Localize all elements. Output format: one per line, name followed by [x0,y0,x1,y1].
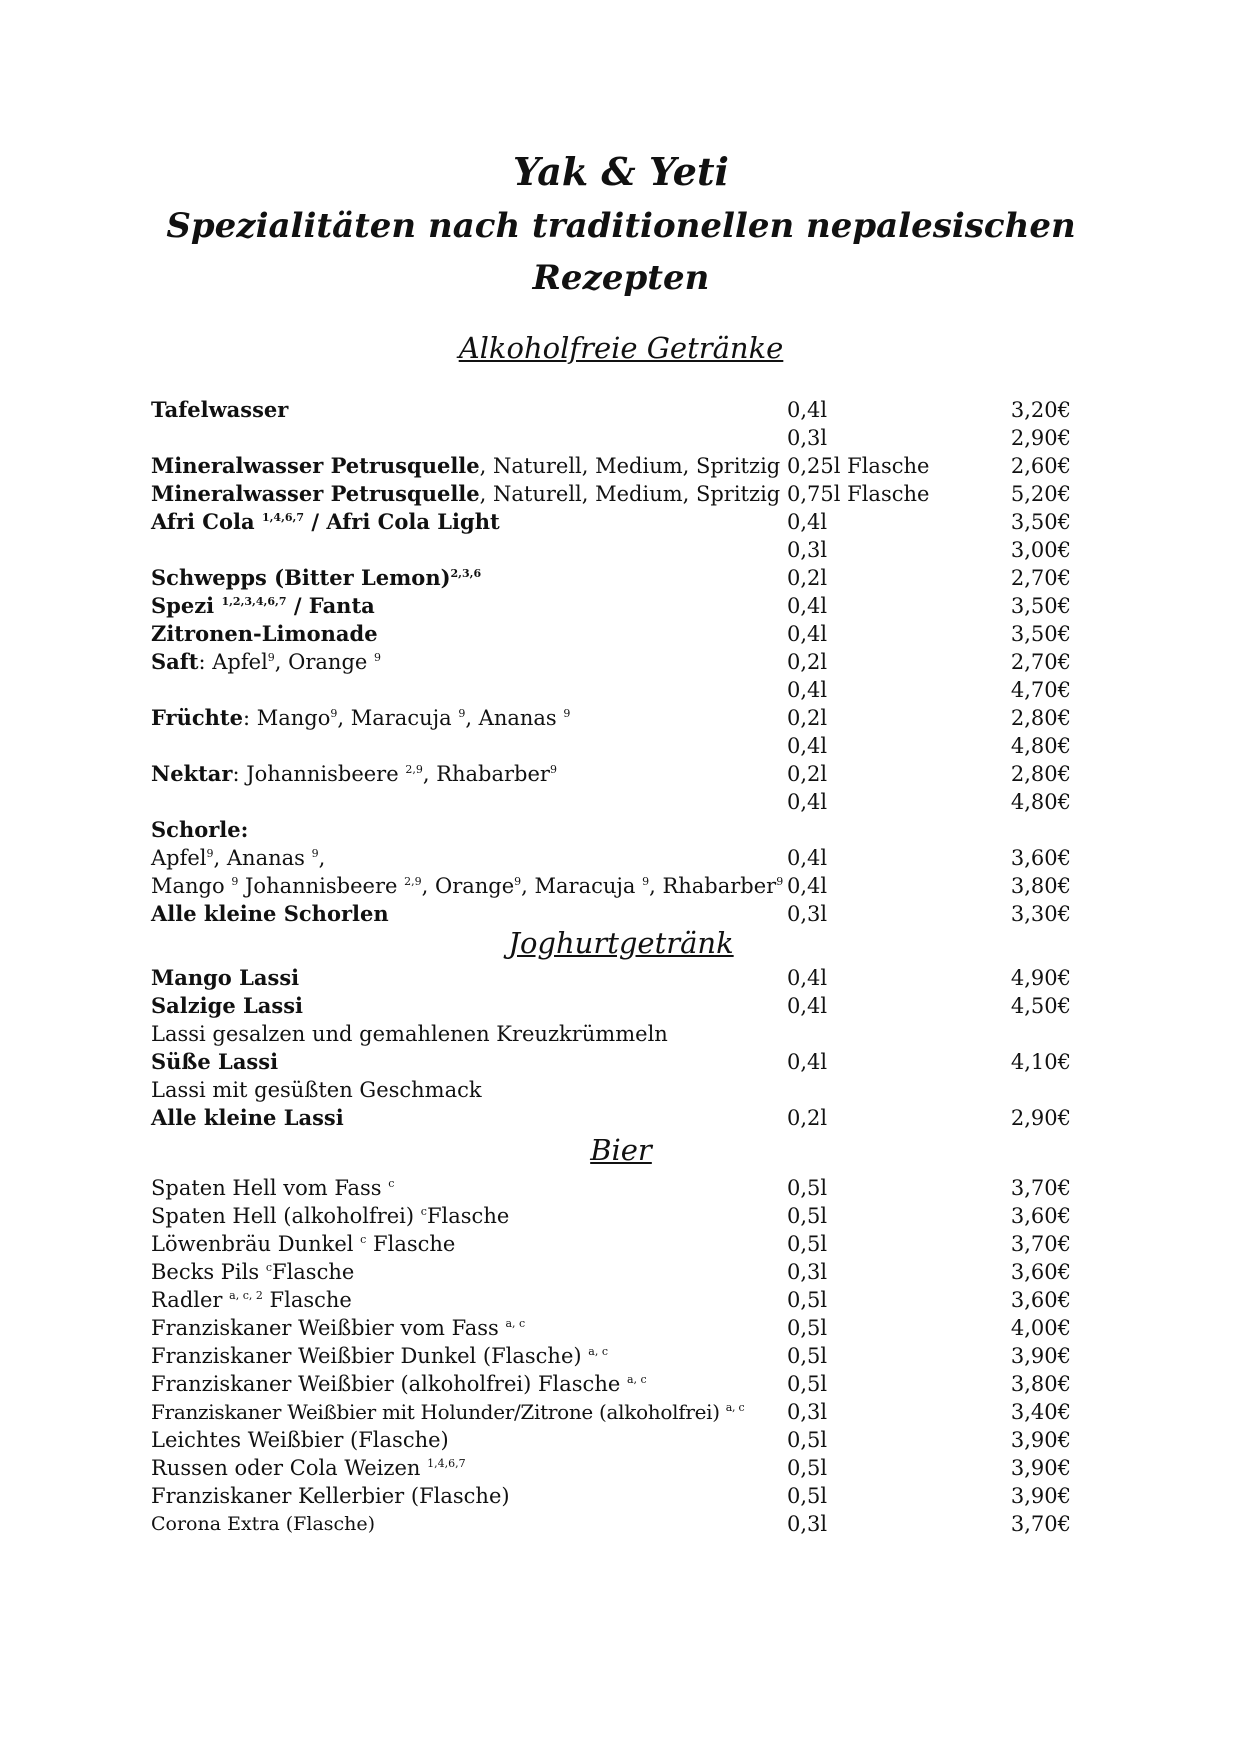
item-price: 3,90€ [1010,1456,1071,1480]
allergen-note: 2,9 [404,875,422,888]
item-name: Corona Extra (Flasche) [151,1513,376,1535]
item-price: 2,80€ [1010,762,1071,786]
menu-row [151,424,1071,452]
item-name [151,1258,354,1286]
item-name-part: Radler [151,1288,223,1312]
item-name: Alle kleine Schorlen [151,901,389,926]
item-size: 0,4l [787,846,828,870]
item-name [151,1230,455,1258]
item-price: 2,70€ [1010,566,1071,590]
allergen-note: 9 [267,651,275,664]
item-size: 0,2l [787,1106,828,1130]
item-size: 0,4l [787,594,828,618]
allergen-note: 9 [330,707,338,720]
menu-row [151,620,1071,648]
item-name-part: Flasche [269,1288,352,1312]
item-name-part: Franziskaner Weißbier Dunkel (Flasche) [151,1344,582,1368]
item-size: 0,5l [787,1176,828,1200]
item-detail: , Ananas [465,706,557,730]
item-size: 0,5l [787,1288,828,1312]
allergen-note: 9 [231,875,239,888]
item-price: 4,50€ [1010,994,1071,1018]
item-price: 4,80€ [1010,734,1071,758]
restaurant-title: Yak & Yeti [513,149,729,194]
item-name-part: / Afri Cola Light [311,509,500,534]
item-description: Lassi gesalzen und gemahlenen Kreuzkrümmeln [151,1022,668,1046]
item-name-part: Flasche [426,1204,510,1228]
item-price: 3,60€ [1010,1204,1071,1228]
item-price: 2,60€ [1010,454,1071,478]
item-name-part: / Fanta [293,593,375,618]
item-price: 4,90€ [1010,966,1071,990]
item-size: 0,5l [787,1372,828,1396]
item-size: 0,5l [787,1316,828,1340]
item-size: 0,5l [787,1428,828,1452]
item-name [151,1342,608,1370]
item-detail: Mango [151,874,225,898]
item-price: 4,80€ [1010,790,1071,814]
item-price: 3,80€ [1010,1372,1071,1396]
allergen-note: c [265,1261,272,1274]
item-description: Lassi mit gesüßten Geschmack [151,1078,482,1102]
menu-row [151,1020,1071,1048]
item-size: 0,75l Flasche [787,482,930,506]
item-detail: , Naturell, Medium, Spritzig [479,454,781,478]
allergen-note: 9 [458,707,466,720]
item-size: 0,3l [787,1400,828,1424]
item-price: 3,60€ [1010,1260,1071,1284]
menu-row [151,872,1071,900]
section-heading-alkoholfrei: Alkoholfreie Getränke [458,331,784,365]
item-name [151,1286,352,1314]
item-name [151,844,325,872]
item-name [151,480,780,508]
menu-row [151,900,1071,928]
menu-row [151,536,1071,564]
menu-row [151,1104,1071,1132]
item-size: 0,4l [787,398,828,422]
item-size: 0,3l [787,426,828,450]
item-detail: , Rhabarber [422,762,550,786]
item-size: 0,3l [787,1260,828,1284]
item-size: 0,4l [787,874,828,898]
item-price: 4,10€ [1010,1050,1071,1074]
item-name: Süße Lassi [151,1049,279,1074]
allergen-note: c [420,1205,427,1218]
menu-row [151,1230,1071,1258]
item-price: 2,90€ [1010,1106,1071,1130]
item-name [151,1202,509,1230]
menu-row [151,1398,1071,1426]
menu-row [151,1426,1071,1454]
item-detail: , Maracuja [337,706,452,730]
item-detail: : Mango [243,706,331,730]
item-name [151,508,500,536]
menu-row [151,396,1071,424]
item-name [151,1454,466,1482]
menu-row [151,648,1071,676]
item-size: 0,4l [787,734,828,758]
item-name: Zitronen-Limonade [151,621,378,646]
item-price: 3,90€ [1010,1344,1071,1368]
item-name-bold: Saft [151,649,199,674]
allergen-note: 9 [563,707,571,720]
item-size: 0,4l [787,966,828,990]
item-detail: , Maracuja [521,874,636,898]
menu-row [151,1370,1071,1398]
item-price: 3,20€ [1010,398,1071,422]
allergen-note: 2,3,6 [450,567,482,580]
item-price: 5,20€ [1010,482,1071,506]
item-size: 0,4l [787,510,828,534]
item-size: 0,5l [787,1456,828,1480]
item-name [151,1174,394,1202]
item-price: 3,50€ [1010,594,1071,618]
item-price: 3,60€ [1010,1288,1071,1312]
allergen-note: 9 [642,875,650,888]
item-price: 2,80€ [1010,706,1071,730]
menu-row [151,1202,1071,1230]
item-detail: , Rhabarber [649,874,777,898]
allergen-note: 1,4,6,7 [427,1457,466,1470]
menu-row [151,1342,1071,1370]
item-size: 0,25l Flasche [787,454,930,478]
item-price: 3,90€ [1010,1428,1071,1452]
item-price: 3,30€ [1010,902,1071,926]
allergen-note: 2,9 [405,763,423,776]
item-name [151,1398,744,1426]
item-name-part: Löwenbräu Dunkel [151,1232,354,1256]
item-name-part: Spezi [151,593,215,618]
item-name-part: Spaten Hell vom Fass [151,1176,382,1200]
item-name [151,760,557,788]
item-name [151,872,783,900]
item-name [151,1314,525,1342]
item-size: 0,3l [787,902,828,926]
allergen-note: a, c [626,1373,647,1386]
item-detail: Johannisbeere [245,874,398,898]
menu-row [151,508,1071,536]
item-name-bold: Nektar [151,761,233,786]
allergen-note: 9 [549,763,557,776]
item-size: 0,4l [787,994,828,1018]
item-name: Mango Lassi [151,965,300,990]
menu-row [151,1510,1071,1538]
item-name [151,564,481,592]
item-detail: , Naturell, Medium, Spritzig [479,482,781,506]
item-name [151,704,570,732]
menu-row [151,1482,1071,1510]
item-detail: Apfel [151,846,207,870]
item-name: Schorle: [151,817,249,842]
item-detail: , Orange [274,650,368,674]
item-detail: : Johannisbeere [232,762,399,786]
menu-row [151,1174,1071,1202]
item-name [151,1370,647,1398]
allergen-note: c [360,1233,367,1246]
menu-row [151,788,1071,816]
item-detail: , Orange [421,874,515,898]
allergen-note: 1,4,6,7 [261,511,305,524]
item-name [151,648,381,676]
allergen-note: a, c [505,1317,526,1330]
item-name: Salzige Lassi [151,993,304,1018]
item-name: Alle kleine Lassi [151,1105,344,1130]
item-name-bold: Mineralwasser Petrusquelle [151,453,480,478]
menu-row [151,732,1071,760]
item-size: 0,2l [787,650,828,674]
item-price: 3,60€ [1010,846,1071,870]
item-name: Tafelwasser [151,397,289,422]
allergen-note: a, c [725,1401,745,1414]
menu-row [151,1258,1071,1286]
item-price: 3,70€ [1010,1176,1071,1200]
item-price: 3,70€ [1010,1512,1071,1536]
allergen-note: 9 [514,875,522,888]
item-name [151,452,780,480]
item-size: 0,2l [787,706,828,730]
item-name-part: Spaten Hell (alkoholfrei) [151,1204,415,1228]
item-name-bold: Früchte [151,705,243,730]
menu-row [151,1454,1071,1482]
item-size: 0,2l [787,566,828,590]
item-detail: , [318,846,326,870]
item-size: 0,4l [787,622,828,646]
menu-row [151,1286,1071,1314]
section-heading-bier: Bier [590,1133,652,1167]
item-price: 3,90€ [1010,1484,1071,1508]
item-price: 2,90€ [1010,426,1071,450]
menu-row [151,1048,1071,1076]
item-size: 0,5l [787,1204,828,1228]
item-name-part: Franziskaner Weißbier mit Holunder/Zitrone (alkoholfrei) [151,1400,720,1424]
item-price: 4,00€ [1010,1316,1071,1340]
allergen-note: a, c [588,1345,608,1358]
menu-row [151,592,1071,620]
item-name-part: Franziskaner Weißbier vom Fass [151,1316,499,1340]
menu-row [151,760,1071,788]
item-name-bold: Mineralwasser Petrusquelle [151,481,480,506]
menu-row [151,816,1071,844]
item-detail: : Apfel [198,650,268,674]
item-size: 0,4l [787,678,828,702]
item-name-part: Russen oder Cola Weizen [151,1456,421,1480]
allergen-note: 9 [311,847,319,860]
item-price: 3,50€ [1010,622,1071,646]
menu-row [151,992,1071,1020]
item-name-part: Flasche [373,1232,456,1256]
allergen-note: 9 [374,651,382,664]
item-size: 0,5l [787,1344,828,1368]
item-name-part: Flasche [272,1260,355,1284]
item-price: 2,70€ [1010,650,1071,674]
item-name-part: Becks Pils [151,1260,260,1284]
menu-row [151,564,1071,592]
item-price: 3,00€ [1010,538,1071,562]
item-name-part: Franziskaner Weißbier (alkoholfrei) Flasche [151,1372,621,1396]
item-size: 0,5l [787,1484,828,1508]
item-size: 0,4l [787,790,828,814]
item-size: 0,3l [787,538,828,562]
menu-row [151,964,1071,992]
menu-row [151,676,1071,704]
menu-row [151,452,1071,480]
allergen-note: c [388,1177,395,1190]
item-size: 0,5l [787,1232,828,1256]
menu-row [151,704,1071,732]
item-size: 0,2l [787,762,828,786]
item-name-part: Afri Cola [151,509,255,534]
item-size: 0,4l [787,1050,828,1074]
item-price: 3,70€ [1010,1232,1071,1256]
section-heading-joghurt: Joghurtgetränk [508,926,734,960]
item-price: 3,40€ [1010,1400,1071,1424]
item-price: 3,50€ [1010,510,1071,534]
allergen-note: 9 [206,847,214,860]
restaurant-subtitle: Spezialitäten nach traditionellen nepalesischen Rezepten [166,206,1076,298]
allergen-note: 9 [776,875,784,888]
menu-row [151,1314,1071,1342]
item-name: Franziskaner Kellerbier (Flasche) [151,1484,510,1508]
allergen-note: a, c, 2 [229,1289,263,1302]
menu-row [151,1076,1071,1104]
item-price: 4,70€ [1010,678,1071,702]
item-name-part: Schwepps (Bitter Lemon) [151,565,451,590]
item-name [151,592,375,620]
item-price: 3,80€ [1010,874,1071,898]
menu-row [151,844,1071,872]
item-size: 0,3l [787,1512,828,1536]
item-detail: , Ananas [213,846,305,870]
allergen-note: 1,2,3,4,6,7 [221,595,287,608]
menu-row [151,480,1071,508]
item-name: Leichtes Weißbier (Flasche) [151,1428,449,1452]
